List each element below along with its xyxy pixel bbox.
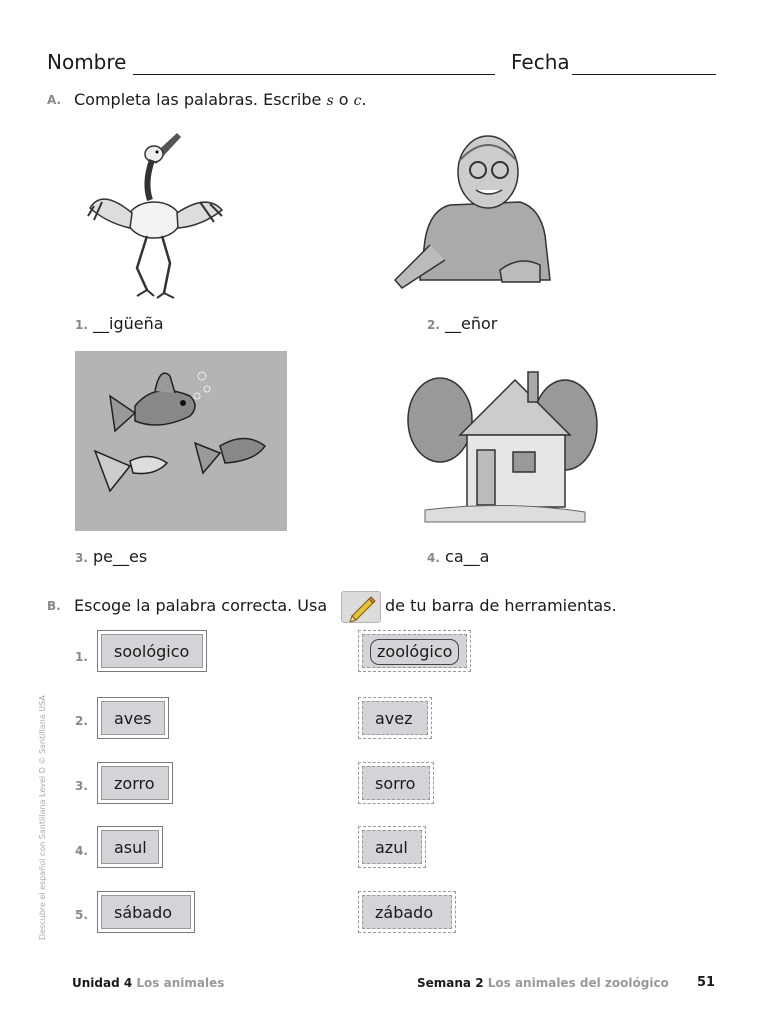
item-a-4 bbox=[427, 547, 489, 566]
choice-b-4-right-label: azul bbox=[362, 830, 422, 864]
item-a-2 bbox=[427, 314, 497, 333]
section-b-text-end: de tu barra de herramientas. bbox=[385, 596, 617, 615]
item-a-2-number: 2. bbox=[427, 318, 440, 332]
choice-b-3-right-label: sorro bbox=[362, 766, 430, 800]
footer-unit-label: Unidad 4 bbox=[72, 976, 133, 990]
choice-b-5-right-label: zábado bbox=[362, 895, 452, 929]
choice-b-2-left[interactable] bbox=[97, 697, 169, 739]
choice-b-1-right-label: zoológico bbox=[370, 639, 459, 665]
footer-unit bbox=[72, 976, 224, 990]
house-picture bbox=[405, 350, 600, 530]
man-picture bbox=[390, 130, 560, 296]
row-b-5-number: 5. bbox=[75, 908, 88, 922]
choice-b-3-left-label: zorro bbox=[101, 766, 169, 800]
choice-b-1-right[interactable] bbox=[358, 630, 471, 672]
row-b-3-number: 3. bbox=[75, 779, 88, 793]
name-date-header bbox=[47, 50, 719, 80]
choice-b-5-left-label: sábado bbox=[101, 895, 191, 929]
choice-b-4-right[interactable] bbox=[358, 826, 426, 868]
letter-s: s bbox=[326, 93, 334, 109]
letter-c: c bbox=[353, 93, 362, 109]
row-b-4-number: 4. bbox=[75, 844, 88, 858]
footer-week-title: Los animales del zoológico bbox=[487, 976, 669, 990]
item-a-1-text[interactable]: __igüeña bbox=[93, 314, 164, 333]
section-b-letter: B. bbox=[47, 599, 61, 613]
item-a-3-text[interactable]: pe__es bbox=[93, 547, 148, 566]
item-a-4-text[interactable]: ca__a bbox=[445, 547, 490, 566]
choice-b-1-left[interactable] bbox=[97, 630, 207, 672]
name-label: Nombre bbox=[47, 50, 127, 74]
choice-b-5-right[interactable] bbox=[358, 891, 456, 933]
section-a-letter: A. bbox=[47, 93, 62, 107]
choice-b-3-right[interactable] bbox=[358, 762, 434, 804]
stork-picture bbox=[82, 128, 232, 300]
page-number: 51 bbox=[697, 975, 716, 990]
section-b-text-start: Escoge la palabra correcta. Usa bbox=[74, 596, 328, 615]
choice-b-4-left[interactable] bbox=[97, 826, 163, 868]
item-a-1-number: 1. bbox=[75, 318, 88, 332]
row-b-2-number: 2. bbox=[75, 714, 88, 728]
item-a-3-number: 3. bbox=[75, 551, 88, 565]
row-b-1-number: 1. bbox=[75, 650, 88, 664]
section-a-instruction bbox=[47, 90, 647, 112]
choice-b-3-left[interactable] bbox=[97, 762, 173, 804]
choice-b-2-right[interactable] bbox=[358, 697, 432, 739]
choice-b-2-right-label: avez bbox=[362, 701, 428, 735]
choice-b-4-left-label: asul bbox=[101, 830, 159, 864]
date-label: Fecha bbox=[511, 50, 570, 74]
choice-b-2-left-label: aves bbox=[101, 701, 165, 735]
item-a-2-text[interactable]: __eñor bbox=[445, 314, 498, 333]
date-line[interactable] bbox=[572, 74, 716, 75]
pencil-tool-button[interactable] bbox=[341, 591, 381, 623]
name-line[interactable] bbox=[133, 74, 495, 75]
section-a-text: Completa las palabras. Escribe s o c. bbox=[74, 90, 367, 109]
item-a-1 bbox=[75, 314, 164, 333]
fish-picture bbox=[75, 351, 287, 531]
choice-b-1-left-label: soológico bbox=[101, 634, 203, 668]
choice-b-5-left[interactable] bbox=[97, 891, 195, 933]
footer-unit-title: Los animales bbox=[136, 976, 225, 990]
footer-week-label: Semana 2 bbox=[417, 976, 484, 990]
pencil-icon bbox=[342, 592, 380, 622]
copyright-side-text: Descubre el español con Santillana Level D © Santillana USA bbox=[38, 695, 47, 940]
footer-week bbox=[417, 976, 669, 990]
item-a-3 bbox=[75, 547, 147, 566]
item-a-4-number: 4. bbox=[427, 551, 440, 565]
